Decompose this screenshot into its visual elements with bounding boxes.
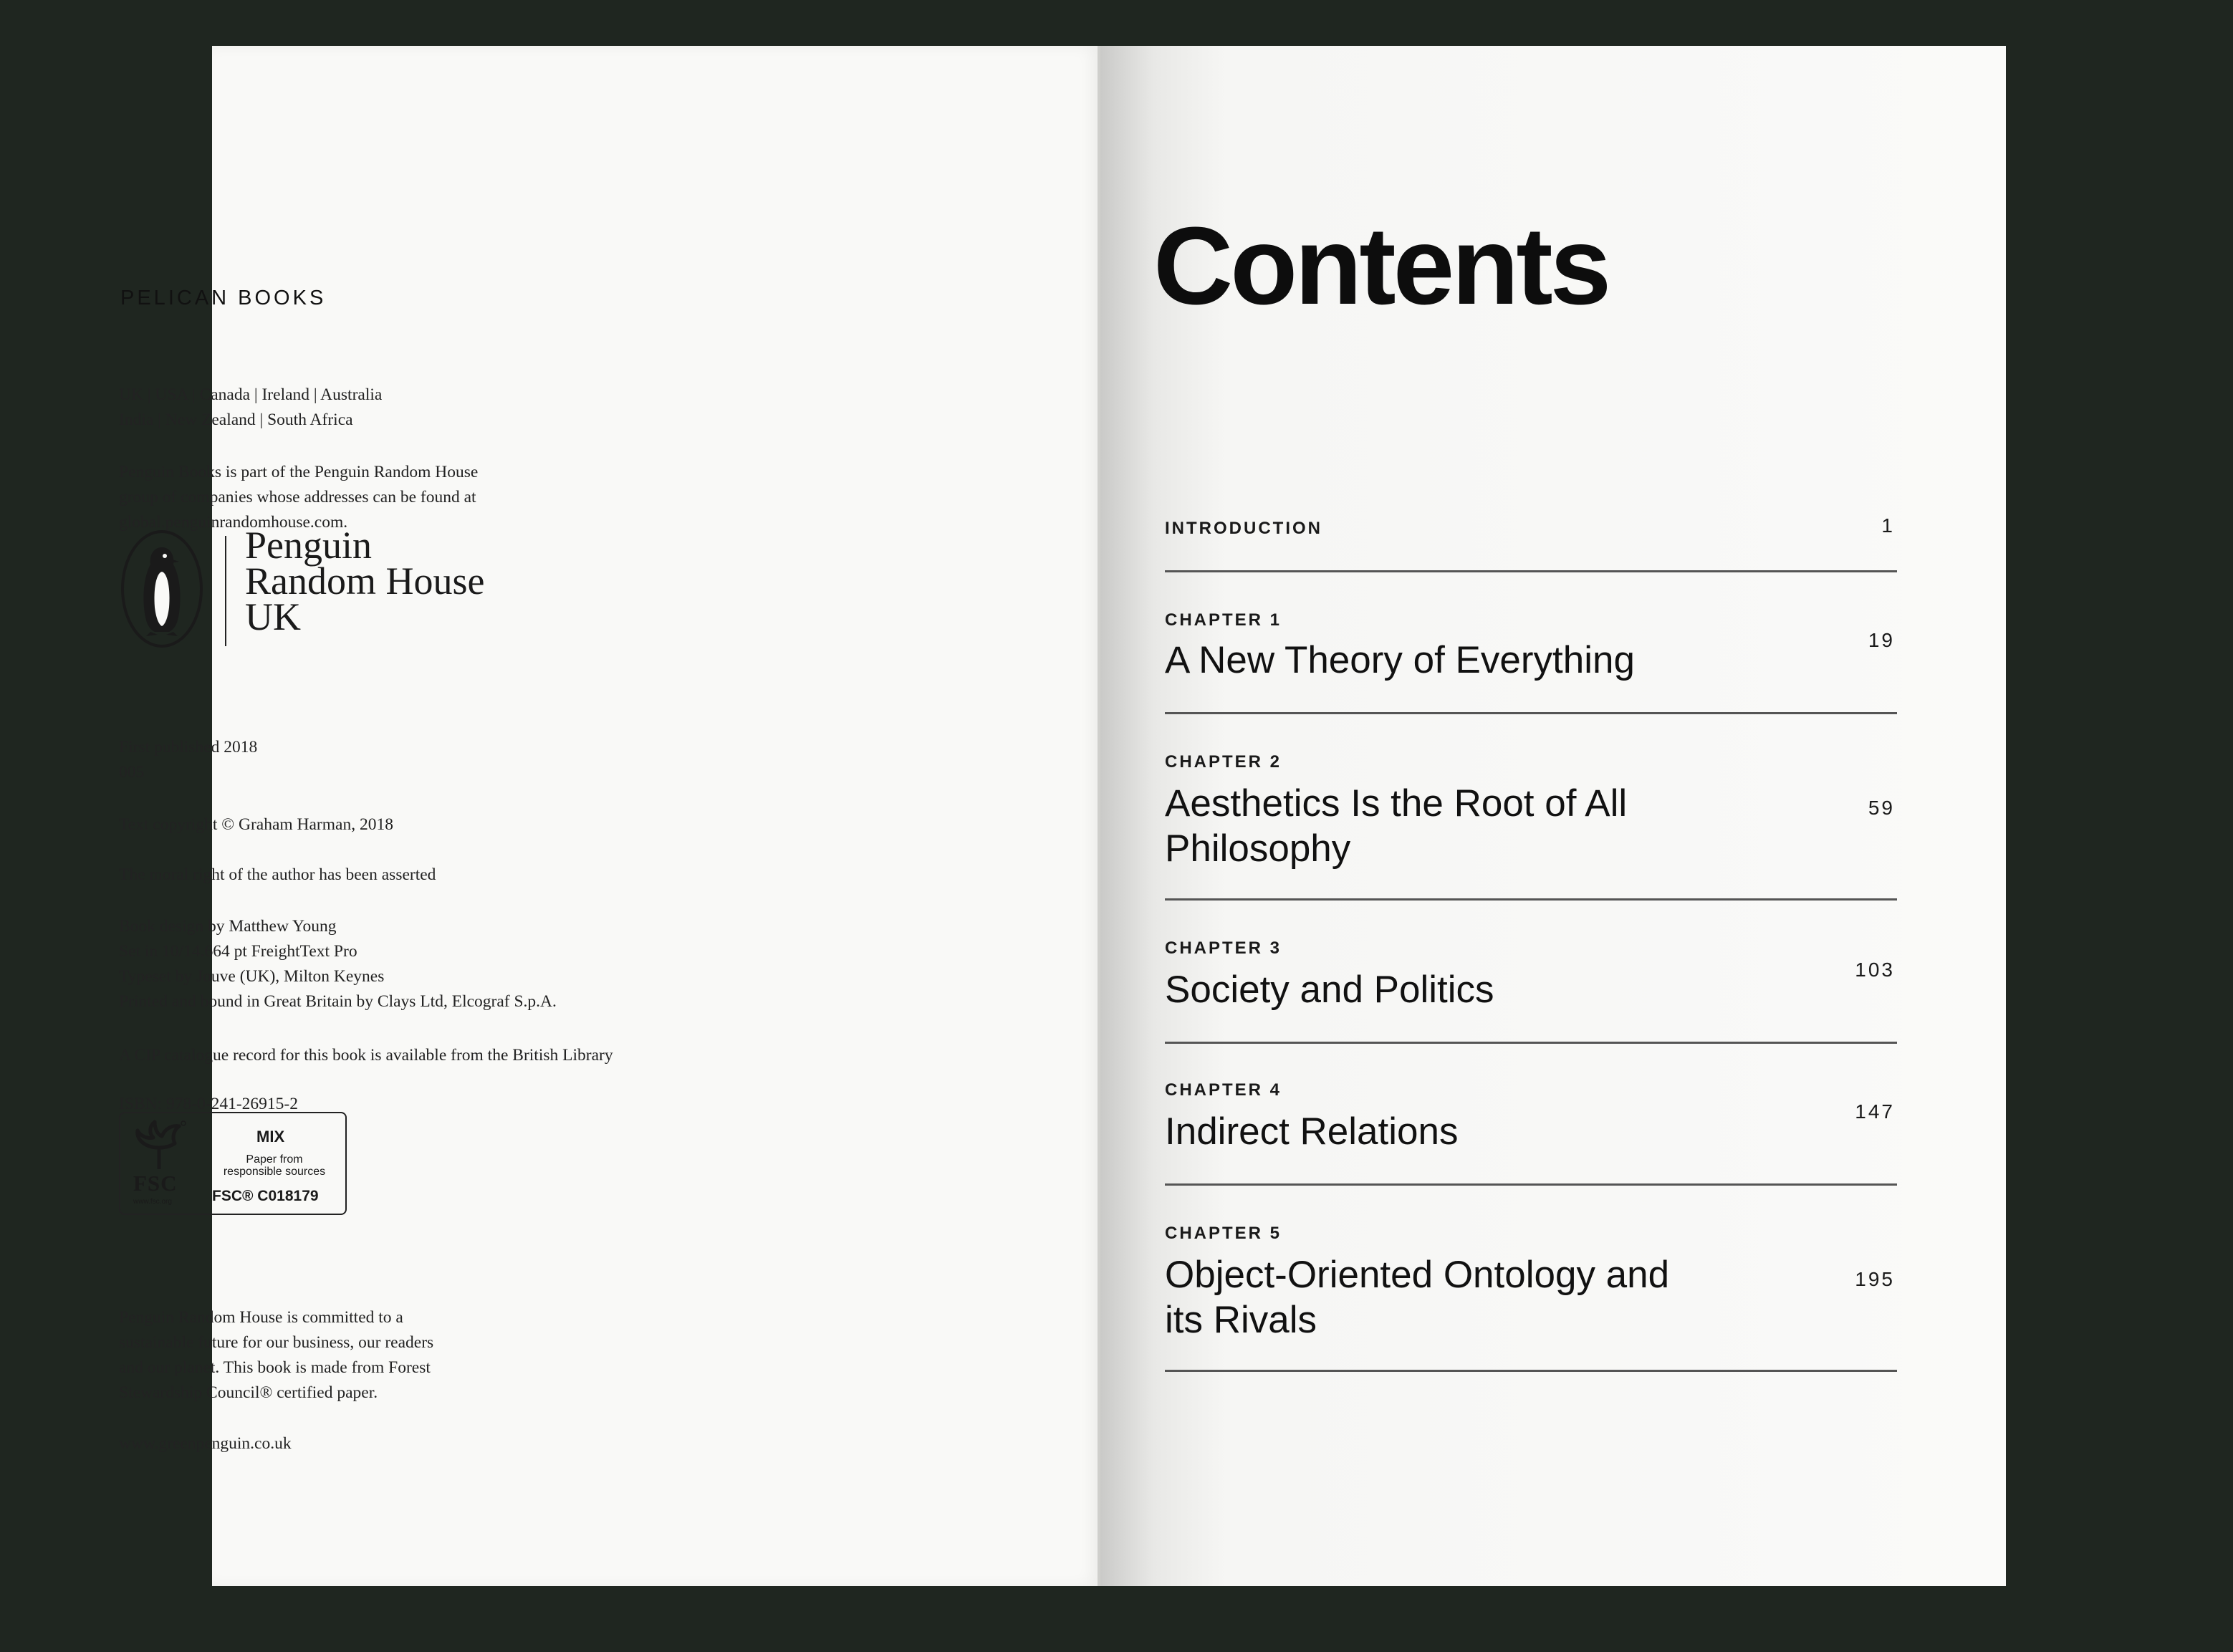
fsc-code: FSC® C018179 [212,1188,319,1204]
first-published: First published 2018 [119,738,258,757]
toc-divider [1165,1370,1897,1372]
toc-intro-page: 1 [1881,514,1895,537]
production-line: Printed and bound in Great Britain by Clays Ltd, Elcograf S.p.A. [119,992,557,1011]
fsc-mix: MIX [256,1128,285,1146]
fsc-website: www.fsc.org [133,1198,172,1206]
group-note-line: group of companies whose addresses can be found at [119,488,476,506]
toc-chapter-title-line: its Rivals [1165,1299,1317,1341]
logo-line: Random House [245,560,485,602]
fsc-paper-text [209,1153,340,1178]
sustainability-note [119,1305,433,1406]
production-line: Book design by Matthew Young [119,917,337,936]
toc-chapter-title-line: A New Theory of Everything [1165,639,1635,681]
toc-chapter-label: CHAPTER 4 [1165,1080,1282,1100]
production-line: Typeset by Jouve (UK), Milton Keynes [119,967,385,986]
penguin-icon [117,527,206,650]
toc-chapter-page: 195 [1855,1268,1895,1290]
toc-chapter-title-line: Object-Oriented Ontology and [1165,1254,1670,1296]
fsc-paper-line: Paper from [246,1153,303,1166]
toc-chapter-title-line: Society and Politics [1165,969,1494,1011]
logo-line: UK [245,595,301,638]
sustainability-line: and our planet. This book is made from Forest [119,1358,431,1377]
toc-divider [1165,1042,1897,1044]
toc-chapter-page: 103 [1855,959,1895,981]
toc-chapter-label: CHAPTER 3 [1165,938,1282,958]
countries-line: India | New Zealand | South Africa [119,410,353,429]
toc-divider [1165,712,1897,714]
printing-number: 005 [119,763,145,782]
fsc-letters: FSC [133,1171,178,1196]
toc-divider [1165,1183,1897,1186]
toc-divider [1165,898,1897,901]
sustainability-line: sustainable future for our business, our readers [119,1333,434,1352]
toc-chapter-title-line: Aesthetics Is the Root of All [1165,782,1628,825]
toc-chapter-page: 59 [1868,797,1895,819]
toc-chapter-label: CHAPTER 2 [1165,752,1282,772]
isbn-line: ISBN: 978-0-241-26915-2 [119,1095,298,1113]
moral-right-line: The moral right of the author has been asserted [119,865,436,884]
toc-chapter-title [1165,781,1627,871]
sustainability-line: Penguin Random House is committed to a [119,1308,403,1327]
copyright-line: Text copyright © Graham Harman, 2018 [119,815,393,834]
open-book [212,46,2006,1586]
production-line: Set in 10/14.664 pt FreightText Pro [119,942,357,961]
group-note-line: Penguin Books is part of the Penguin Random House [119,463,479,481]
toc-divider [1165,570,1897,572]
fsc-certification-label [119,1112,347,1215]
logo-divider [225,536,226,646]
toc-intro-label: INTRODUCTION [1165,519,1322,538]
countries-line: UK | USA | Canada | Ireland | Australia [119,385,383,404]
toc-chapter-page: 19 [1868,629,1895,651]
publication-info [119,735,257,785]
penguin-random-house-logo [117,524,533,656]
toc-chapter-label: CHAPTER 5 [1165,1224,1282,1243]
contents-heading: Contents [1153,204,1609,327]
imprint-name: PELICAN BOOKS [120,287,327,309]
toc-chapter-title [1165,638,1635,683]
sustainability-line: Stewardship Council® certified paper. [119,1383,378,1402]
logo-line: Penguin [245,524,373,567]
fsc-tree-icon [130,1119,188,1171]
production-credits [119,914,557,1014]
group-note-line: global.penguinrandomhouse.com. [119,513,348,532]
countries-block [119,383,382,433]
toc-chapter-title-line: Indirect Relations [1165,1110,1459,1153]
toc-chapter-label: CHAPTER 1 [1165,610,1282,630]
toc-chapter-title [1165,967,1494,1012]
cip-line: A CIP catalogue record for this book is available from the British Library [119,1046,613,1065]
website-link: www.greenpenguin.co.uk [119,1434,292,1453]
toc-chapter-title [1165,1252,1669,1343]
fsc-paper-line: responsible sources [223,1166,326,1178]
toc-chapter-title [1165,1109,1458,1154]
toc-chapter-title-line: Philosophy [1165,827,1351,870]
book-gutter [1098,46,1100,1586]
toc-chapter-page: 147 [1855,1100,1895,1123]
logo-wordmark [245,524,485,638]
